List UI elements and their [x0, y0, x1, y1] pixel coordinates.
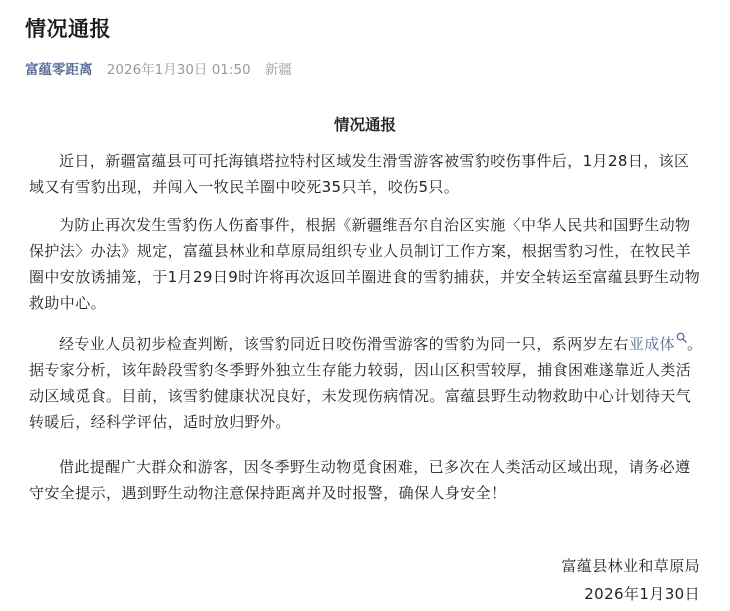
article-paragraph-1: 近日，新疆富蕴县可可托海镇塔拉特村区域发生滑雪游客被雪豹咬伤事件后，1月28日，该区域又有雪豹出现，并闯入一牧民羊圈中咬死35只羊，咬伤5只。 [29, 152, 690, 196]
publish-location: 新疆 [264, 62, 292, 78]
article-paragraph-4: 借此提醒广大群众和游客，因冬季野生动物觅食困难，已多次在人类活动区域出现，请务必遵守安全提示，遇到野生动物注意保持距离并及时报警，确保人身安全！ [29, 458, 691, 502]
signature-org: 富蕴县林业和草原局 [561, 557, 700, 575]
paragraph-3-text-after: 。据专家分析，该年龄段雪豹冬季野外独立生存能力较弱，因山区积雪较厚，捕食困难遂靠近人类活动区域觅食。目前，该雪豹健康状况良好，未发现伤病情况。富蕴县野生动物救助中心计划待天气转暖后，经科学评估，适时放归野外。 [29, 335, 703, 431]
search-icon [676, 332, 687, 343]
page-title: 情况通报 [25, 17, 111, 41]
term-search-label: 亚成体 [628, 335, 676, 353]
article-heading: 情况通报 [333, 116, 396, 134]
article-paragraph-2: 为防止再次发生雪豹伤人伤畜事件，根据《新疆维吾尔自治区实施〈中华人民共和国野生动物保护法〉办法》规定，富蕴县林业和草原局组织专业人员制订工作方案，根据雪豹习性，在牧民羊圈中安放诱捕笼，于1月29日9时许将再次返回羊圈进食的雪豹捕获，并安全转运至富蕴县野生动物救助中心。 [29, 216, 701, 312]
paragraph-3-text-before: 经专业人员初步检查判断，该雪豹同近日咬伤滑雪游客的雪豹为同一只，系两岁左右 [59, 335, 629, 353]
article-meta [25, 58, 292, 78]
source-account-link[interactable]: 富蕴零距离 [25, 62, 93, 78]
article-paragraph-3 [29, 331, 704, 435]
publish-time: 2026年1月30日 01:50 [106, 62, 251, 78]
signature-date: 2026年1月30日 [584, 585, 700, 603]
term-search-link[interactable] [629, 335, 687, 353]
